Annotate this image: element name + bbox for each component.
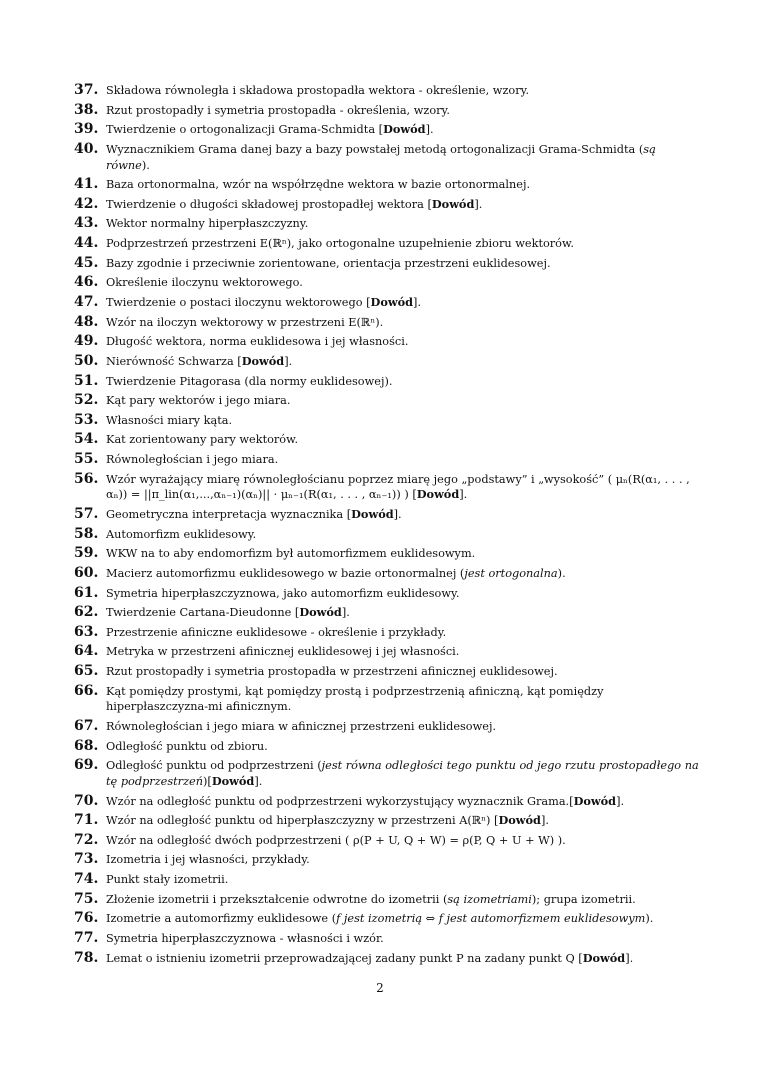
item-text [106, 275, 699, 291]
text-segment: Równoległościan i jego miara w afinicznej przestrzeni euklidesowej. [106, 720, 497, 733]
item-number: 68. [74, 737, 99, 754]
item-number: 77. [74, 930, 99, 946]
item-number: 41. [74, 176, 99, 193]
item-number: 75. [74, 890, 99, 907]
item-number: 47. [74, 294, 99, 310]
text-segment: Symetria hiperpłaszczyznowa, jako automorfizm euklidesowy. [106, 586, 460, 600]
text-segment: Macierz automorfizmu euklidesowego w bazie ortonormalnej ( [106, 566, 465, 580]
item-number: 46. [74, 274, 99, 291]
text-segment: ]. [341, 606, 350, 620]
list-item [74, 605, 699, 621]
list-item [74, 951, 699, 967]
text-segment: ). [141, 158, 150, 172]
item-text [106, 625, 699, 641]
item-number: 59. [74, 545, 99, 562]
item-number: 67. [74, 718, 99, 734]
item-text [106, 605, 699, 621]
item-number: 51. [74, 372, 99, 389]
text-segment: Geometryczna interpretacja wyznacznika [ [106, 508, 352, 521]
proof-marker: Dowód [573, 793, 617, 808]
item-number: 74. [74, 871, 99, 888]
item-text [106, 931, 699, 947]
item-text [106, 83, 699, 99]
list-item [74, 83, 699, 99]
text-segment: ). [557, 566, 566, 580]
item-number: 56. [74, 470, 99, 487]
list-item [74, 472, 699, 503]
list-item [74, 664, 699, 680]
text-segment: Kąt pomiędzy prostymi, kąt pomiędzy prostą i podprzestrzenią afiniczną, kąt pomiędzy hiperpłaszczyzna-mi afinicznym. [106, 684, 604, 714]
item-text [106, 452, 699, 468]
text-segment: Punkt stały izometrii. [106, 873, 229, 887]
item-number: 43. [74, 215, 99, 232]
text-segment: Rzut prostopadły i symetria prostopadła w przestrzeni afinicznej euklidesowej. [106, 665, 558, 679]
item-text [106, 664, 699, 680]
text-segment: Kąt pary wektorów i jego miara. [106, 394, 291, 408]
text-segment: Przestrzenie afiniczne euklidesowe - określenie i przykłady. [106, 625, 447, 639]
text-segment: Symetria hiperpłaszczyznowa - własności i wzór. [106, 932, 384, 945]
list-item [74, 393, 699, 409]
text-segment: Izometria i jej własności, przykłady. [106, 853, 310, 867]
text-segment: Lemat o istnieniu izometrii przeprowadzającej zadany punkt P na zadany punkt Q [ [106, 951, 583, 965]
text-segment: Wyznacznikiem Grama danej bazy a bazy powstałej metodą ortogonalizacji Grama-Schmidta ( [106, 142, 644, 156]
item-text [106, 719, 699, 735]
item-text [106, 334, 699, 350]
text-segment: ]. [393, 508, 402, 521]
item-text [106, 256, 699, 272]
item-number: 40. [74, 140, 99, 157]
item-text [106, 103, 699, 119]
item-number: 58. [74, 525, 99, 542]
italic-note: jest ortogonalna [464, 566, 558, 580]
list-item [74, 413, 699, 429]
text-segment: Podprzestrzeń przestrzeni E(ℝⁿ), jako ortogonalne uzupełnienie zbioru wektorów. [106, 237, 574, 251]
text-segment: Twierdzenie o postaci iloczynu wektorowego [ [106, 296, 371, 309]
item-number: 71. [74, 812, 99, 829]
topic-list [74, 83, 699, 970]
item-text [106, 546, 699, 562]
item-number: 55. [74, 451, 99, 468]
list-item [74, 354, 699, 370]
item-text [106, 684, 699, 715]
text-segment: Wzór na iloczyn wektorowy w przestrzeni E(ℝⁿ). [106, 315, 384, 329]
item-number: 45. [74, 254, 99, 271]
text-segment: Nierówność Schwarza [ [106, 354, 242, 368]
item-number: 73. [74, 851, 99, 868]
list-item [74, 739, 699, 755]
item-number: 52. [74, 392, 99, 409]
item-text [106, 586, 699, 602]
proof-marker: Dowód [211, 773, 255, 788]
list-item [74, 644, 699, 660]
item-number: 62. [74, 604, 99, 621]
proof-marker: Dowód [498, 813, 541, 828]
item-text [106, 197, 699, 213]
text-segment: Wzór na odległość dwóch podprzestrzeni ( ρ(P + U, Q + W) = ρ(P, Q + U + W) ). [106, 833, 566, 847]
item-number: 54. [74, 431, 99, 448]
item-number: 48. [74, 313, 99, 330]
item-number: 76. [74, 910, 99, 927]
item-number: 49. [74, 333, 99, 350]
item-text [106, 833, 699, 849]
item-number: 39. [74, 121, 99, 138]
text-segment: ]. [474, 197, 483, 211]
proof-marker: Dowód [299, 605, 342, 620]
proof-marker: Dowód [351, 507, 394, 521]
item-text [106, 354, 699, 370]
item-text [106, 413, 699, 429]
item-number: 66. [74, 682, 99, 699]
text-segment: Metryka w przestrzeni afinicznej euklidesowej i jej własności. [106, 645, 460, 659]
list-item [74, 177, 699, 193]
text-segment: Kat zorientowany pary wektorów. [106, 433, 299, 447]
item-text [106, 527, 699, 543]
item-text [106, 122, 699, 138]
list-item [74, 216, 699, 232]
item-text [106, 911, 699, 927]
text-segment: ]. [625, 951, 634, 965]
italic-note: jest równa odległości tego punktu od jego rzutu prostopadłego na tę podprzestrzeń [106, 759, 699, 788]
list-item [74, 374, 699, 390]
proof-marker: Dowód [416, 487, 460, 502]
item-text [106, 507, 699, 523]
item-number: 70. [74, 792, 99, 809]
proof-marker: Dowód [383, 122, 426, 137]
text-segment: Odległość punktu od zbioru. [106, 739, 268, 753]
list-item [74, 315, 699, 331]
italic-note: są równe [106, 142, 656, 172]
text-segment: Równoległościan i jego miara. [106, 453, 279, 467]
list-item [74, 334, 699, 350]
list-item [74, 758, 699, 789]
item-text [106, 432, 699, 448]
list-item [74, 833, 699, 849]
list-item [74, 275, 699, 291]
list-item [74, 625, 699, 641]
text-segment: Twierdzenie o ortogonalizacji Grama-Schmidta [ [106, 123, 384, 137]
list-item [74, 546, 699, 562]
item-text [106, 315, 699, 331]
item-text [106, 236, 699, 252]
item-text [106, 295, 699, 311]
list-item [74, 452, 699, 468]
text-segment: )[ [203, 774, 212, 788]
proof-marker: Dowód [582, 950, 626, 965]
item-text [106, 813, 699, 829]
item-text [106, 872, 699, 888]
item-text [106, 472, 699, 503]
list-item [74, 566, 699, 582]
text-segment: Wzór na odległość punktu od podprzestrzeni wykorzystujący wyznacznik Grama.[ [106, 794, 574, 808]
list-item [74, 794, 699, 810]
text-segment: Wzór na odległość punktu od hiperpłaszczyzny w przestrzeni A(ℝⁿ) [ [106, 814, 499, 828]
item-number: 78. [74, 949, 99, 966]
text-segment: ]. [540, 814, 549, 828]
page-number: 2 [376, 981, 384, 995]
text-segment: Izometrie a automorfizmy euklidesowe ( [106, 912, 337, 926]
list-item [74, 872, 699, 888]
item-number: 44. [74, 235, 99, 252]
item-number: 50. [74, 352, 99, 369]
list-item [74, 586, 699, 602]
item-number: 65. [74, 663, 99, 680]
list-item [74, 295, 699, 311]
proof-marker: Dowód [241, 353, 285, 368]
text-segment: ]. [413, 296, 422, 309]
list-item [74, 507, 699, 523]
item-text [106, 758, 699, 789]
item-number: 38. [74, 101, 99, 118]
item-number: 64. [74, 643, 99, 660]
list-item [74, 892, 699, 908]
item-text [106, 644, 699, 660]
list-item [74, 911, 699, 927]
item-text [106, 951, 699, 967]
item-number: 57. [74, 506, 99, 522]
text-segment: Składowa równoległa i składowa prostopadła wektora - określenie, wzory. [106, 84, 530, 97]
item-number: 69. [74, 757, 99, 774]
list-item [74, 527, 699, 543]
item-number: 61. [74, 584, 99, 601]
text-segment: Rzut prostopadły i symetria prostopadła - określenia, wzory. [106, 103, 451, 117]
text-segment: ]. [425, 123, 434, 137]
item-number: 53. [74, 411, 99, 428]
item-text [106, 794, 699, 810]
text-segment: Odległość punktu od podprzestrzeni ( [106, 759, 322, 773]
list-item [74, 852, 699, 868]
list-item [74, 142, 699, 173]
item-text [106, 374, 699, 390]
item-number: 63. [74, 623, 99, 640]
item-text [106, 739, 699, 755]
text-segment: ). [645, 912, 654, 926]
text-segment: Twierdzenie o długości składowej prostopadłej wektora [ [106, 197, 432, 211]
italic-note: f jest izometrią ⇔ f jest automorfizmem euklidesowym [336, 912, 646, 926]
list-item [74, 432, 699, 448]
list-item [74, 813, 699, 829]
text-segment: Twierdzenie Pitagorasa (dla normy euklidesowej). [106, 374, 393, 388]
list-item [74, 197, 699, 213]
text-segment: ]. [284, 354, 293, 368]
text-segment: Długość wektora, norma euklidesowa i jej własności. [106, 335, 409, 349]
text-segment: Baza ortonormalna, wzór na współrzędne wektora w bazie ortonormalnej. [106, 178, 531, 192]
list-item [74, 122, 699, 138]
list-item [74, 684, 699, 715]
item-text [106, 566, 699, 582]
item-number: 72. [74, 831, 99, 848]
text-segment: Własności miary kąta. [106, 413, 233, 427]
text-segment: ]. [459, 488, 468, 502]
list-item [74, 103, 699, 119]
text-segment: ); grupa izometrii. [531, 892, 636, 906]
text-segment: Wektor normalny hiperpłaszczyzny. [106, 217, 309, 231]
proof-marker: Dowód [431, 196, 475, 211]
item-text [106, 142, 699, 173]
item-text [106, 393, 699, 409]
item-text [106, 852, 699, 868]
list-item [74, 719, 699, 735]
text-segment: Automorfizm euklidesowy. [106, 527, 257, 541]
item-text [106, 216, 699, 232]
item-number: 60. [74, 564, 99, 581]
text-segment: Bazy zgodnie i przeciwnie zorientowane, orientacja przestrzeni euklidesowej. [106, 256, 551, 270]
item-text [106, 177, 699, 193]
text-segment: Określenie iloczynu wektorowego. [106, 276, 303, 290]
list-item [74, 236, 699, 252]
text-segment: Wzór wyrażający miarę równoległościanu poprzez miarę jego „podstawy” i „wysokość” ( μₙ(R(α₁, . . . , αₙ)) = ||π_lin(α₁,...,αₙ₋₁)(αₙ)|| · μₙ₋₁(R(α₁, . . . , αₙ₋₁)) ) [ [106, 472, 690, 502]
text-segment: ]. [616, 794, 625, 808]
italic-note: są izometriami [447, 892, 532, 906]
list-item [74, 931, 699, 947]
item-number: 42. [74, 195, 99, 212]
text-segment: Złożenie izometrii i przekształcenie odwrotne do izometrii ( [106, 892, 448, 906]
text-segment: WKW na to aby endomorfizm był automorfizmem euklidesowym. [106, 547, 476, 561]
list-item [74, 256, 699, 272]
item-number: 37. [74, 82, 99, 98]
proof-marker: Dowód [370, 295, 414, 309]
text-segment: Twierdzenie Cartana-Dieudonne [ [106, 606, 300, 620]
item-text [106, 892, 699, 908]
text-segment: ]. [254, 774, 263, 788]
